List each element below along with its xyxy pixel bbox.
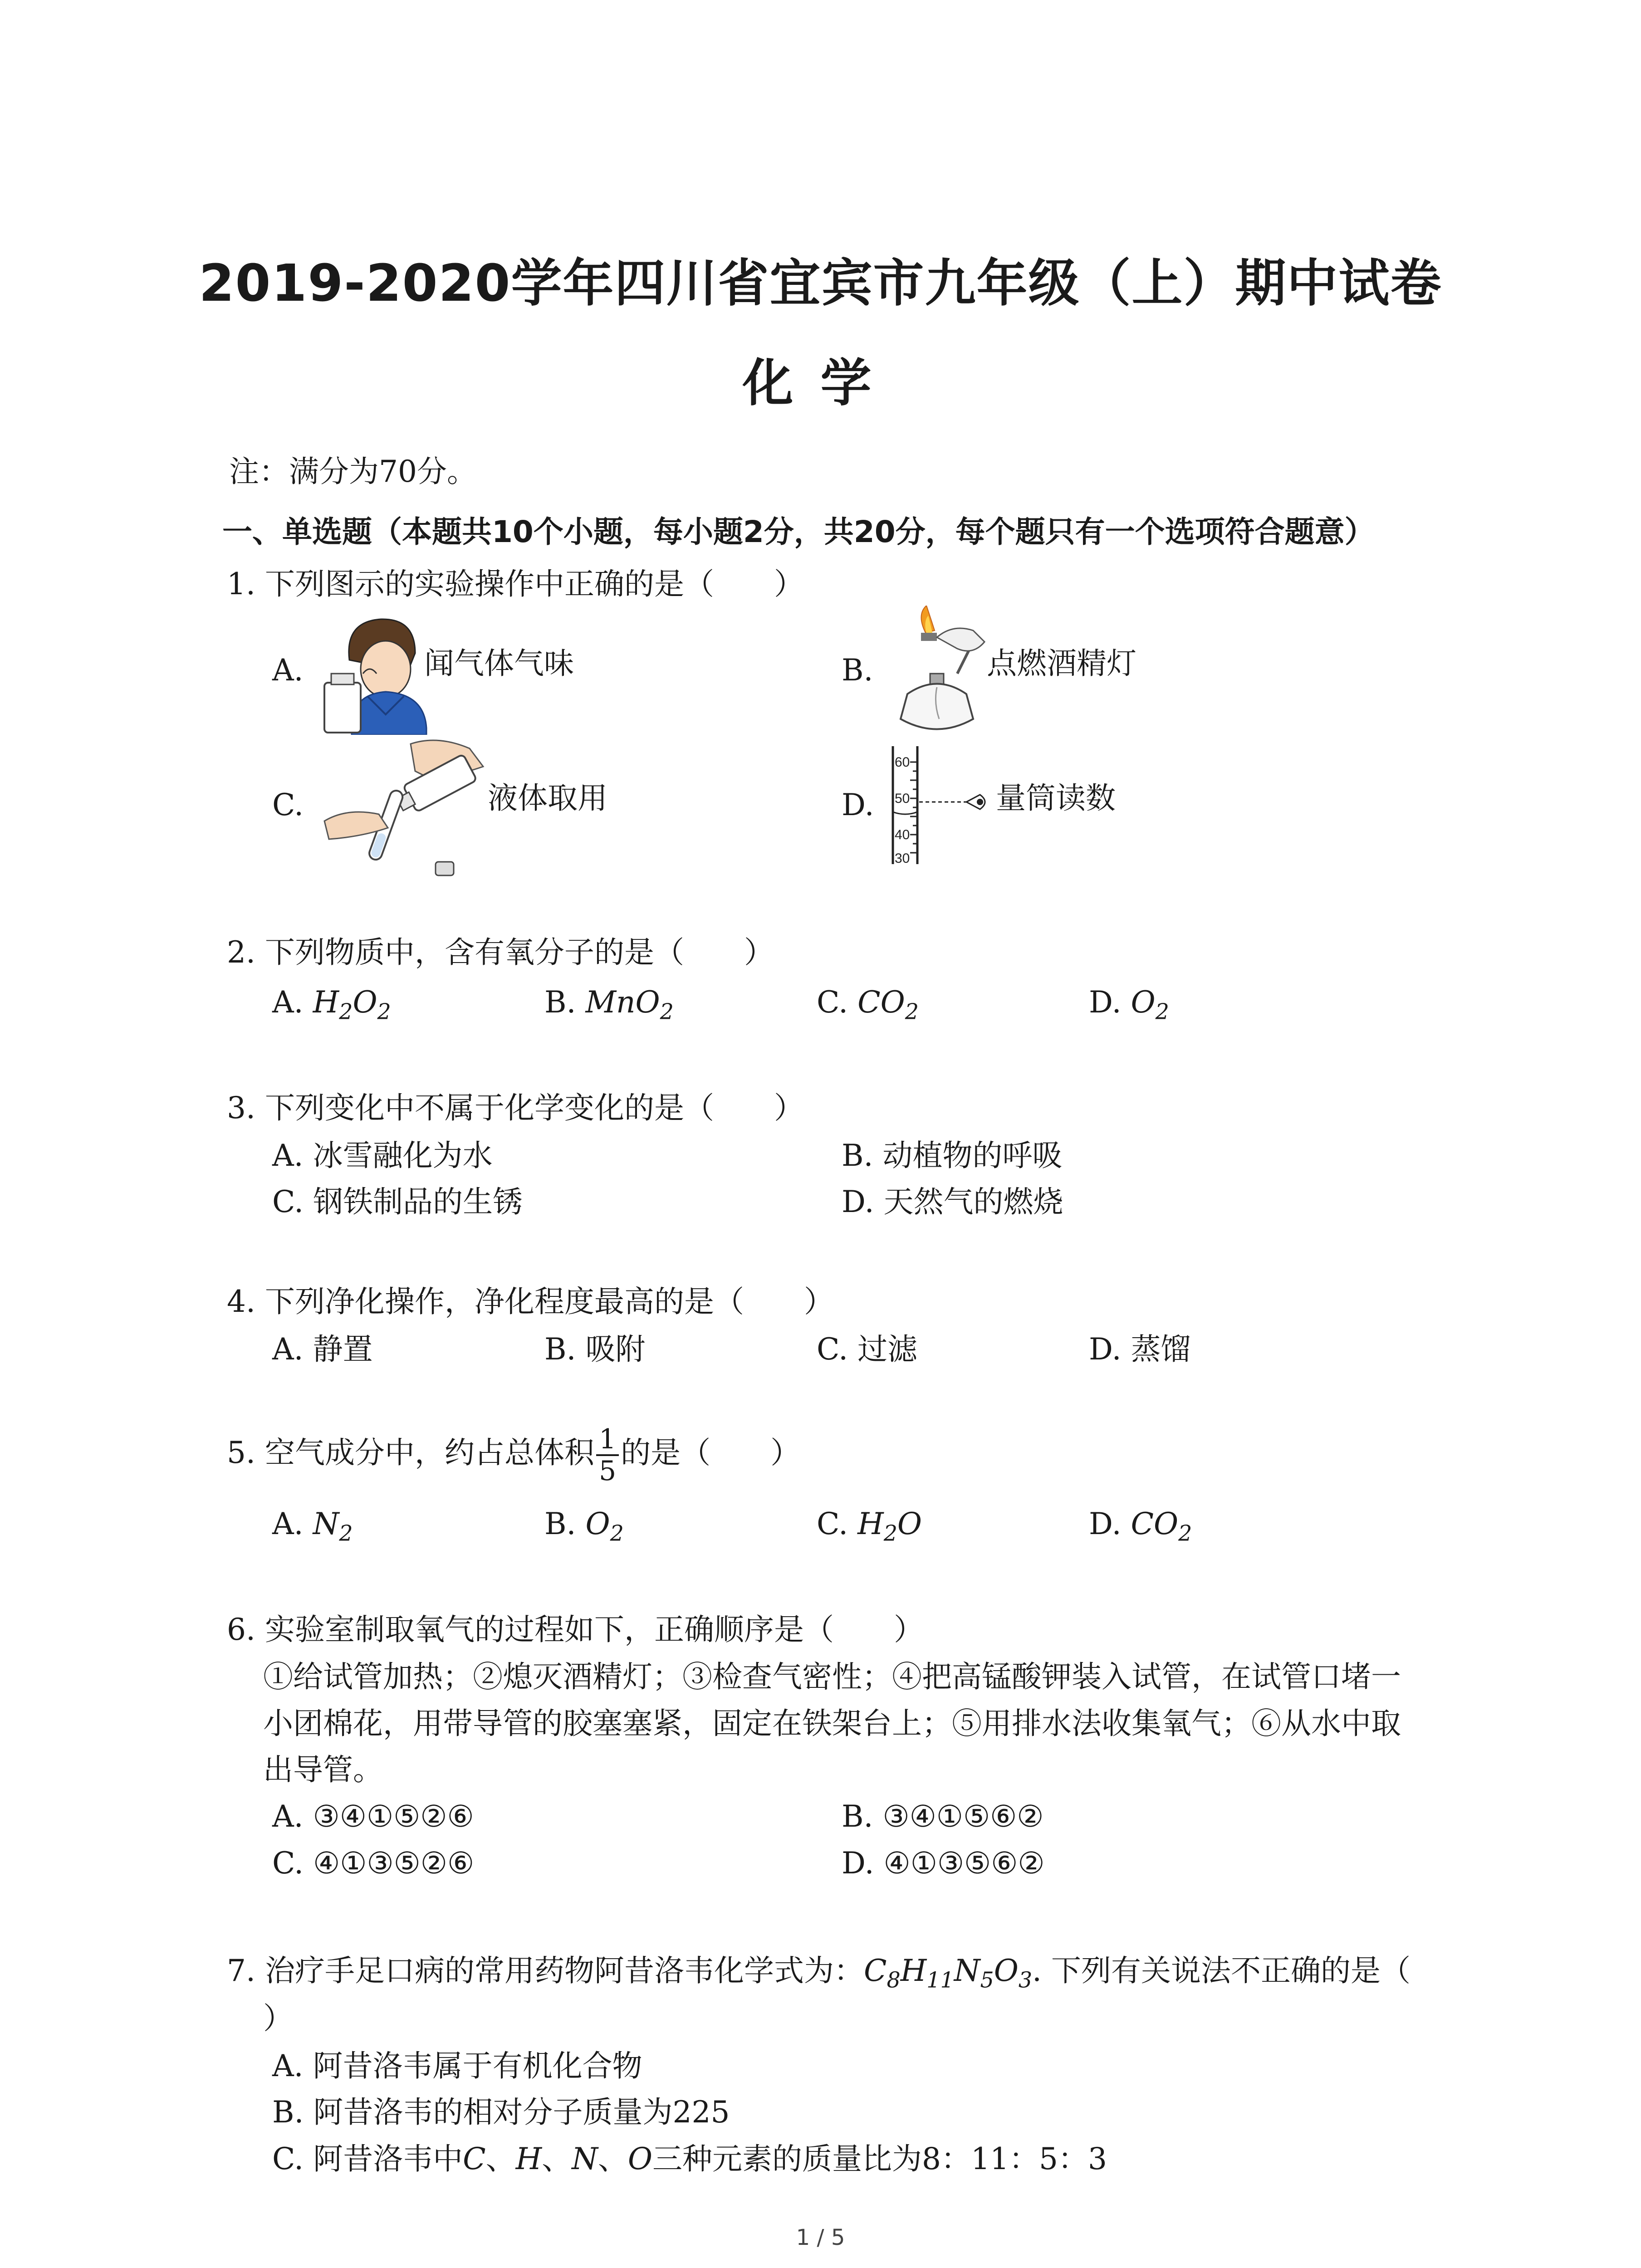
section-heading: 一、单选题（本题共10个小题，每小题2分，共20分，每个题只有一个选项符合题意） — [222, 514, 1375, 549]
smell-gas-illustration — [318, 610, 431, 735]
q6-option-b: B. ③④①⑤⑥② — [842, 1799, 1044, 1834]
q1-option-a-label: 闻气体气味 — [424, 646, 574, 681]
q3-option-d: D. 天然气的燃烧 — [842, 1184, 1063, 1219]
q2-option-c: C. $CO_2$ — [817, 985, 919, 1025]
q4-option-d: D. 蒸馏 — [1089, 1332, 1191, 1367]
page-subtitle: 化学 — [742, 354, 899, 413]
q7-option-c: C. 阿昔洛韦中C、H、N、O三种元素的质量比为8：11：5：3 — [272, 2141, 1107, 2176]
q1-option-a-letter: A. — [272, 653, 304, 688]
q6-option-d: D. ④①③⑤⑥② — [842, 1846, 1045, 1881]
q6-option-c: C. ④①③⑤②⑥ — [272, 1846, 475, 1881]
page-number: 1 / 5 — [796, 2225, 845, 2250]
q4-option-c: C. 过滤 — [817, 1332, 918, 1367]
q6-steps-line1: ①给试管加热；②熄灭酒精灯；③检查气密性；④把高锰酸钾装入试管，在试管口堵一 — [263, 1659, 1401, 1694]
q5-option-c: C. $H_2O$ — [817, 1506, 922, 1546]
q5-option-a: A. $N_2$ — [272, 1506, 353, 1546]
q3-option-b: B. 动植物的呼吸 — [842, 1138, 1063, 1173]
q3-option-c: C. 钢铁制品的生锈 — [272, 1184, 523, 1219]
q7-option-a: A. 阿昔洛韦属于有机化合物 — [272, 2048, 642, 2083]
q6-stem: 6. 实验室制取氧气的过程如下，正确顺序是（ ） — [227, 1612, 924, 1647]
q1-option-c-label: 液体取用 — [488, 781, 607, 816]
q5-stem: 5. 空气成分中，约占总体积 $\frac{1}{5}$ 的是（ ） — [227, 1423, 801, 1487]
q7-stem-close: ） — [263, 2001, 293, 2036]
q2-option-a: A. $H_2O_2$ — [272, 985, 391, 1025]
cylinder-tick-50: 50 — [895, 791, 910, 806]
page-title: 2019-2020学年四川省宜宾市九年级（上）期中试卷 — [199, 254, 1442, 313]
q6-steps-line3: 出导管。 — [263, 1752, 383, 1787]
q6-steps-line2: 小团棉花，用带导管的胶塞塞紧，固定在铁架台上；⑤用排水法收集氧气；⑥从水中取 — [263, 1706, 1401, 1741]
cylinder-tick-40: 40 — [895, 827, 910, 842]
light-alcohol-lamp-illustration — [889, 606, 994, 735]
q3-stem: 3. 下列变化中不属于化学变化的是（ ） — [227, 1090, 804, 1125]
q5-option-b: B. $O_2$ — [544, 1506, 624, 1546]
q1-option-b-letter: B. — [842, 653, 873, 688]
q2-option-d: D. $O_2$ — [1089, 985, 1169, 1025]
q1-stem: 1. 下列图示的实验操作中正确的是（ ） — [227, 567, 804, 601]
q6-option-a: A. ③④①⑤②⑥ — [272, 1799, 474, 1834]
q7-stem: 7. 治疗手足口病的常用药物阿昔洛韦化学式为：$C_8H_{11}N_5O_3$. 下列有关说法不正确的是（ — [227, 1953, 1411, 1993]
q5-fraction: $\frac{1}{5}$ — [596, 1424, 619, 1486]
q1-option-c-letter: C. — [272, 787, 304, 822]
q4-stem: 4. 下列净化操作，净化程度最高的是（ ） — [227, 1284, 834, 1319]
q4-option-b: B. 吸附 — [544, 1332, 646, 1367]
q1-option-d-letter: D. — [842, 787, 874, 822]
q2-option-b: B. MnO$_2$ — [544, 985, 674, 1025]
liquid-pouring-illustration — [320, 730, 488, 880]
q3-option-a: A. 冰雪融化为水 — [272, 1138, 493, 1173]
score-note: 注：满分为70分。 — [229, 454, 477, 489]
q5-option-d: D. $CO_2$ — [1089, 1506, 1192, 1546]
q1-option-d-label: 量筒读数 — [996, 781, 1116, 816]
cylinder-tick-30: 30 — [895, 851, 910, 866]
q7-option-b: B. 阿昔洛韦的相对分子质量为225 — [272, 2095, 730, 2130]
q2-stem: 2. 下列物质中，含有氧分子的是（ ） — [227, 935, 774, 970]
cylinder-tick-60: 60 — [895, 755, 910, 770]
measuring-cylinder-illustration — [889, 744, 998, 866]
q1-option-b-label: 点燃酒精灯 — [987, 646, 1136, 681]
q4-option-a: A. 静置 — [272, 1332, 373, 1367]
